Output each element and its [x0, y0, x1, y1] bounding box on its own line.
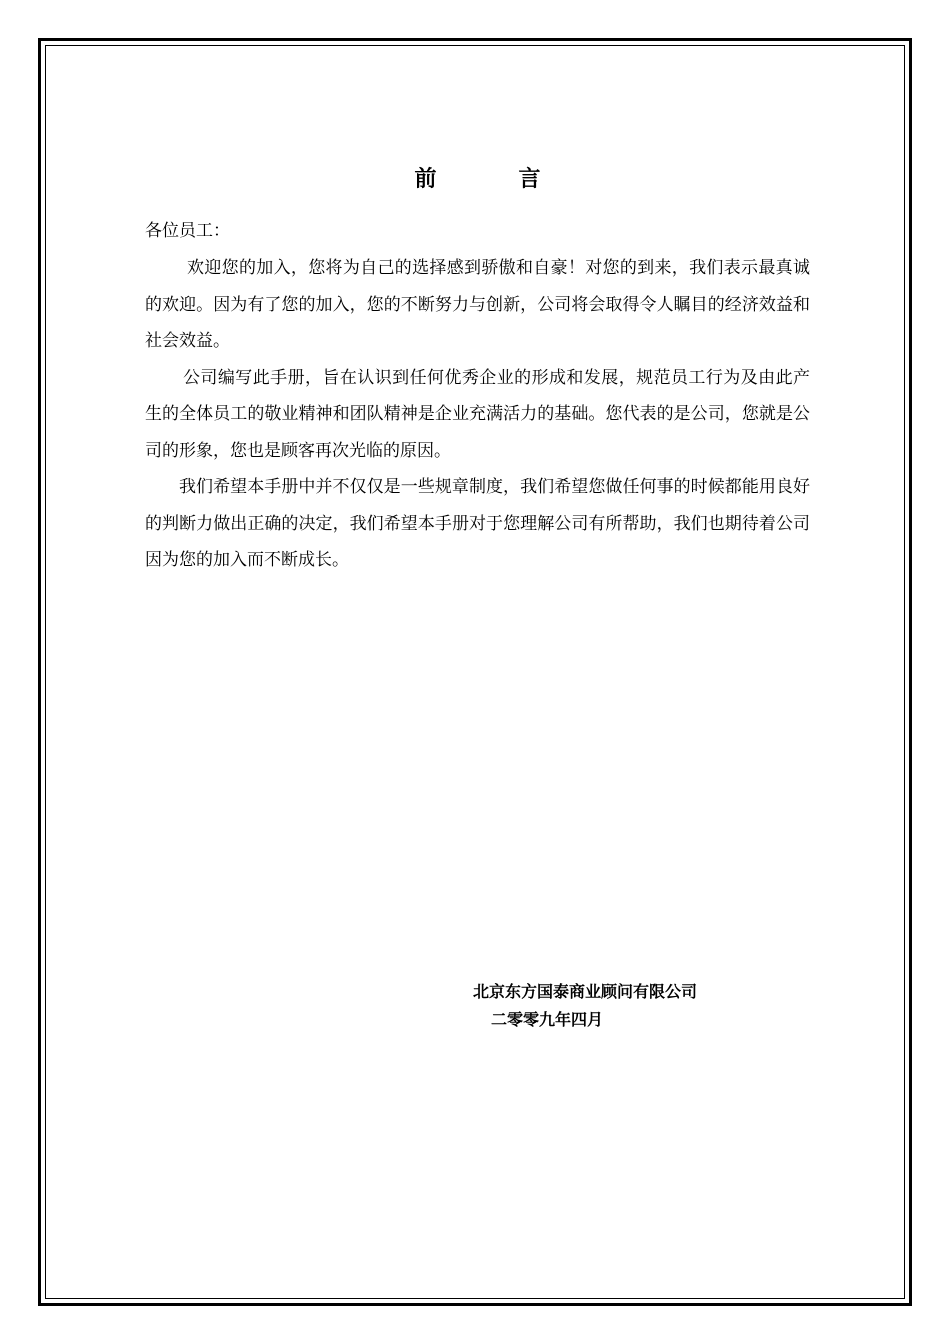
signature-company: 北京东方国泰商业顾问有限公司 — [473, 982, 698, 1001]
signature-block — [473, 978, 697, 1034]
paragraph-purpose: 公司编写此手册，旨在认识到任何优秀企业的形成和发展，规范员工行为及由此产生的全体员工的敬业精神和团队精神是企业充满活力的基础。您代表的是公司，您就是公司的形象，您也是顾客再次光临的原因。 — [145, 367, 810, 461]
salutation: 各位员工： — [145, 221, 230, 241]
body-text — [145, 250, 810, 579]
signature-date: 二零零九年四月 — [491, 1010, 604, 1029]
page-title: 前 言 — [414, 166, 571, 192]
paragraph-welcome: 欢迎您的加入，您将为自己的选择感到骄傲和自豪！对您的到来，我们表示最真诚的欢迎。因为有了您的加入，您的不断努力与创新，公司将会取得令人瞩目的经济效益和社会效益。 — [145, 258, 810, 351]
paragraph-hope: 我们希望本手册中并不仅仅是一些规章制度，我们希望您做任何事的时候都能用良好的判断力做出正确的决定，我们希望本手册对于您理解公司有所帮助，我们也期待着公司因为您的加入而不断成长。 — [145, 477, 810, 570]
